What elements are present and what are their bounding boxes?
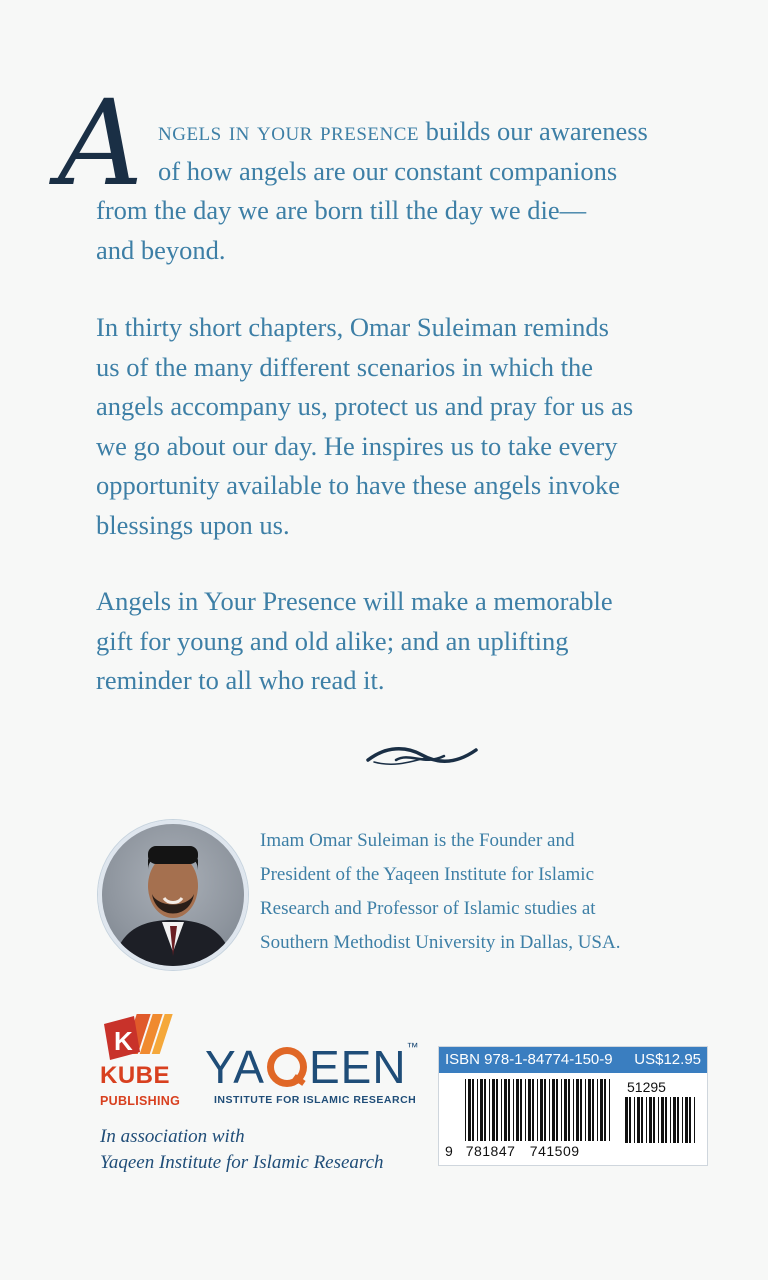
price: US$12.95	[634, 1051, 701, 1068]
blurb-line: and beyond.	[96, 234, 226, 265]
isbn-price-bar	[439, 1047, 707, 1073]
blurb-line: blessings upon us.	[96, 509, 290, 540]
yaqeen-subtitle: INSTITUTE FOR ISLAMIC RESEARCH	[214, 1094, 417, 1106]
ean-digits	[445, 1143, 615, 1159]
barcode-panel	[438, 1046, 708, 1166]
trademark-symbol: ™	[406, 1040, 420, 1054]
ean-left-group: 781847	[465, 1143, 516, 1159]
blurb-line: gift for young and old alike; and an uplifting	[96, 625, 569, 656]
svg-text:K: K	[114, 1026, 133, 1056]
drop-cap-letter: A	[58, 74, 144, 212]
flourish-ornament-icon	[366, 738, 478, 772]
blurb-line: reminder to all who read it.	[96, 665, 385, 695]
blurb-line: we go about our day. He inspires us to take every	[96, 430, 618, 461]
yaqeen-q-icon	[267, 1047, 307, 1087]
yaqeen-name-right: EEN	[308, 1041, 407, 1093]
blurb-text: builds our awareness	[419, 116, 648, 146]
association-line: In association with	[100, 1126, 245, 1147]
author-portrait-icon	[102, 824, 244, 966]
bio-line: Research and Professor of Islamic studies at	[260, 898, 596, 919]
addon-barcode-icon	[623, 1097, 699, 1145]
isbn-number: ISBN 978-1-84774-150-9	[445, 1051, 613, 1068]
ean-right-group: 741509	[529, 1143, 580, 1159]
bio-line: President of the Yaqeen Institute for Islamic	[260, 864, 595, 885]
blurb-line	[96, 112, 716, 152]
kube-subtitle: PUBLISHING	[100, 1094, 181, 1108]
bio-line: Southern Methodist University in Dallas, USA.	[260, 932, 621, 953]
blurb-line: from the day we are born till the day we die—	[96, 195, 587, 225]
yaqeen-wordmark	[205, 1040, 420, 1094]
author-avatar	[98, 820, 248, 970]
ean-barcode-icon	[463, 1079, 613, 1145]
blurb-line: Angels in Your Presence will make a memorable	[96, 586, 613, 616]
kube-wordmark: KUBE	[100, 1062, 171, 1089]
blurb-line: In thirty short chapters, Omar Suleiman reminds	[96, 312, 609, 342]
yaqeen-name-left: YA	[205, 1041, 265, 1093]
blurb-paragraph-1	[96, 112, 716, 270]
association-line: Yaqeen Institute for Islamic Research	[100, 1152, 384, 1173]
bio-line: Imam Omar Suleiman is the Founder and	[260, 830, 575, 851]
blurb-line: opportunity available to have these angels invoke	[96, 470, 620, 500]
kube-publishing-logo-icon	[100, 1010, 190, 1064]
blurb-line: of how angels are our constant companions	[158, 155, 618, 186]
blurb-paragraph-2	[96, 308, 716, 545]
blurb-paragraph-3	[96, 582, 716, 701]
author-bio	[260, 824, 740, 960]
blurb-line: angels accompany us, protect us and pray for us as	[96, 391, 634, 421]
ean-lead-digit: 9	[445, 1143, 454, 1159]
book-title-smallcaps: ngels in your presence	[158, 116, 419, 146]
association-note	[100, 1124, 384, 1176]
blurb-line: us of the many different scenarios in which the	[96, 351, 593, 382]
barcode-addon-digits: 51295	[627, 1079, 666, 1095]
